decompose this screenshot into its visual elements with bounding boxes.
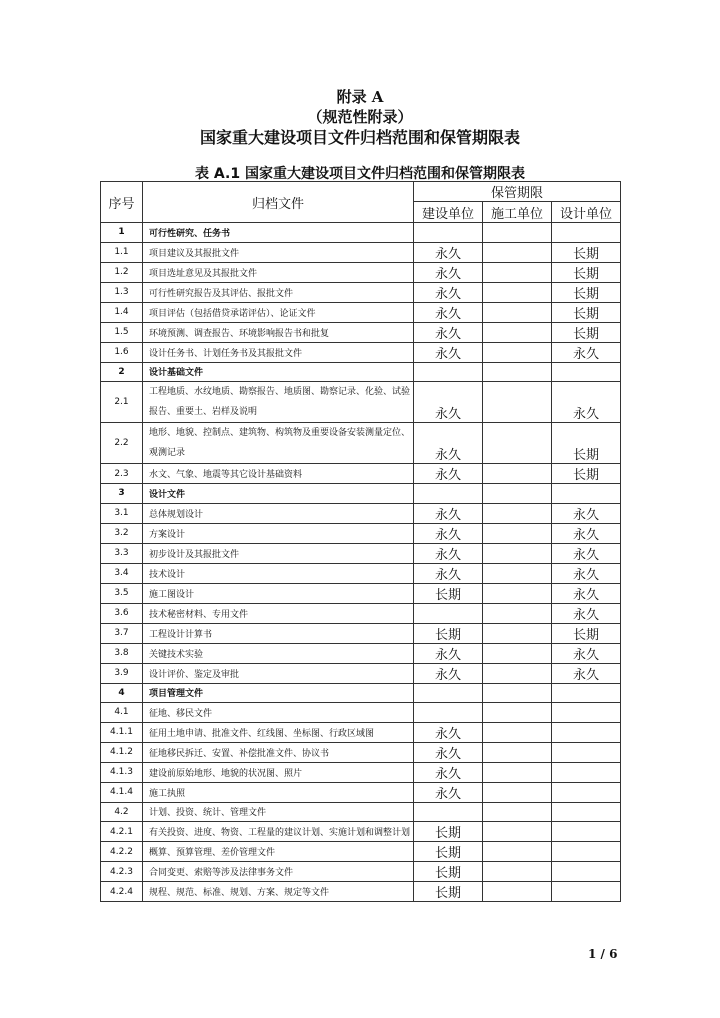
table-row (101, 603, 621, 623)
row-file-name: 关键技术实验 (143, 643, 414, 663)
row-contractor-retention (483, 464, 552, 484)
row-contractor-retention (483, 423, 552, 464)
row-number: 4.2.3 (101, 862, 143, 882)
row-file-name: 可行性研究报告及其评估、报批文件 (143, 282, 414, 302)
row-builder-retention: 永久 (414, 282, 483, 302)
row-contractor-retention (483, 223, 552, 243)
row-builder-retention: 永久 (414, 423, 483, 464)
row-contractor-retention (483, 603, 552, 623)
row-number: 4.2.1 (101, 822, 143, 842)
row-number: 3.3 (101, 543, 143, 563)
row-designer-retention (552, 762, 621, 782)
row-designer-retention (552, 683, 621, 703)
table-row (101, 862, 621, 882)
row-builder-retention: 永久 (414, 722, 483, 742)
row-builder-retention: 永久 (414, 742, 483, 762)
row-builder-retention (414, 484, 483, 504)
row-number: 3.5 (101, 583, 143, 603)
row-contractor-retention (483, 503, 552, 523)
row-number: 4.2.2 (101, 842, 143, 862)
table-row (101, 523, 621, 543)
row-designer-retention: 长期 (552, 464, 621, 484)
row-builder-retention: 永久 (414, 382, 483, 423)
table-row (101, 623, 621, 643)
row-contractor-retention (483, 722, 552, 742)
row-builder-retention: 永久 (414, 503, 483, 523)
table-row (101, 423, 621, 464)
row-contractor-retention (483, 842, 552, 862)
row-contractor-retention (483, 523, 552, 543)
row-designer-retention (552, 742, 621, 762)
table-row (101, 683, 621, 703)
appendix-title: 附录 A (336, 88, 384, 106)
row-contractor-retention (483, 282, 552, 302)
row-builder-retention: 永久 (414, 543, 483, 563)
row-designer-retention (552, 822, 621, 842)
row-builder-retention: 长期 (414, 623, 483, 643)
row-builder-retention: 永久 (414, 302, 483, 322)
header-file: 归档文件 (143, 182, 414, 223)
row-file-name: 设计基础文件 (143, 362, 414, 382)
row-number: 1.6 (101, 342, 143, 362)
row-builder-retention: 永久 (414, 782, 483, 802)
row-file-name: 项目管理文件 (143, 683, 414, 703)
row-builder-retention: 永久 (414, 643, 483, 663)
row-designer-retention: 长期 (552, 242, 621, 262)
row-number: 1.4 (101, 302, 143, 322)
row-number: 1.5 (101, 322, 143, 342)
row-designer-retention: 长期 (552, 282, 621, 302)
row-contractor-retention (483, 782, 552, 802)
row-builder-retention: 长期 (414, 882, 483, 902)
row-builder-retention (414, 362, 483, 382)
row-file-name: 概算、预算管理、差价管理文件 (143, 842, 414, 862)
table-row (101, 802, 621, 822)
header-builder: 建设单位 (414, 202, 483, 223)
row-designer-retention (552, 484, 621, 504)
row-designer-retention: 永久 (552, 643, 621, 663)
table-row (101, 223, 621, 243)
row-builder-retention (414, 223, 483, 243)
row-file-name: 项目选址意见及其报批文件 (143, 262, 414, 282)
row-file-name: 水文、气象、地震等其它设计基础资料 (143, 464, 414, 484)
row-designer-retention: 长期 (552, 302, 621, 322)
row-builder-retention: 永久 (414, 242, 483, 262)
table-row (101, 742, 621, 762)
table-row (101, 782, 621, 802)
row-file-name: 有关投资、进度、物资、工程量的建议计划、实施计划和调整计划 (143, 822, 414, 842)
row-file-name: 初步设计及其报批文件 (143, 543, 414, 563)
row-file-name: 征地移民拆迁、安置、补偿批准文件、协议书 (143, 742, 414, 762)
row-builder-retention (414, 802, 483, 822)
table-row (101, 464, 621, 484)
table-row (101, 503, 621, 523)
row-file-name: 设计评价、鉴定及审批 (143, 663, 414, 683)
row-contractor-retention (483, 762, 552, 782)
row-builder-retention: 永久 (414, 563, 483, 583)
row-contractor-retention (483, 802, 552, 822)
row-designer-retention (552, 703, 621, 723)
row-designer-retention: 长期 (552, 262, 621, 282)
row-file-name: 总体规划设计 (143, 503, 414, 523)
row-number: 4 (101, 683, 143, 703)
row-file-name: 合同变更、索赔等涉及法律事务文件 (143, 862, 414, 882)
row-designer-retention (552, 802, 621, 822)
row-file-name: 技术设计 (143, 563, 414, 583)
row-contractor-retention (483, 862, 552, 882)
row-builder-retention: 永久 (414, 322, 483, 342)
table-row (101, 382, 621, 423)
row-number: 2.2 (101, 423, 143, 464)
row-designer-retention: 永久 (552, 523, 621, 543)
table-row (101, 583, 621, 603)
row-number: 1.1 (101, 242, 143, 262)
row-file-name: 环境预测、调查报告、环境影响报告书和批复 (143, 322, 414, 342)
row-number: 4.1.4 (101, 782, 143, 802)
header-designer: 设计单位 (552, 202, 621, 223)
table-row (101, 262, 621, 282)
row-designer-retention (552, 722, 621, 742)
row-designer-retention: 永久 (552, 583, 621, 603)
row-builder-retention (414, 603, 483, 623)
row-file-name: 设计任务书、计划任务书及其报批文件 (143, 342, 414, 362)
table-row (101, 563, 621, 583)
row-designer-retention: 永久 (552, 382, 621, 423)
row-builder-retention: 永久 (414, 523, 483, 543)
row-number: 3 (101, 484, 143, 504)
row-contractor-retention (483, 484, 552, 504)
row-contractor-retention (483, 262, 552, 282)
row-number: 2 (101, 362, 143, 382)
table-row (101, 342, 621, 362)
table-row (101, 362, 621, 382)
table-row (101, 762, 621, 782)
row-contractor-retention (483, 703, 552, 723)
document-title: 国家重大建设项目文件归档范围和保管期限表 (199, 128, 520, 147)
row-designer-retention: 长期 (552, 623, 621, 643)
header-contractor: 施工单位 (483, 202, 552, 223)
row-contractor-retention (483, 822, 552, 842)
row-file-name: 征用土地申请、批准文件、红线图、坐标图、行政区域图 (143, 722, 414, 742)
table-body (101, 223, 621, 902)
row-file-name: 设计文件 (143, 484, 414, 504)
table-row (101, 722, 621, 742)
row-number: 4.1 (101, 703, 143, 723)
row-number: 3.9 (101, 663, 143, 683)
row-designer-retention: 永久 (552, 342, 621, 362)
row-builder-retention: 永久 (414, 762, 483, 782)
row-number: 4.1.2 (101, 742, 143, 762)
row-builder-retention (414, 683, 483, 703)
row-number: 1 (101, 223, 143, 243)
row-number: 4.1.3 (101, 762, 143, 782)
row-file-name: 建设前原始地形、地貌的状况图、照片 (143, 762, 414, 782)
row-designer-retention: 永久 (552, 563, 621, 583)
row-designer-retention (552, 223, 621, 243)
row-number: 3.1 (101, 503, 143, 523)
row-contractor-retention (483, 882, 552, 902)
row-file-name: 工程地质、水纹地质、勘察报告、地质图、勘察记录、化验、试验报告、重要土、岩样及说明 (143, 382, 414, 423)
row-file-name: 计划、投资、统计、管理文件 (143, 802, 414, 822)
appendix-subtitle: （规范性附录） (307, 108, 413, 126)
row-contractor-retention (483, 382, 552, 423)
row-designer-retention (552, 842, 621, 862)
row-builder-retention (414, 703, 483, 723)
row-contractor-retention (483, 242, 552, 262)
table-row (101, 842, 621, 862)
table-row (101, 822, 621, 842)
row-designer-retention (552, 882, 621, 902)
row-contractor-retention (483, 322, 552, 342)
row-designer-retention (552, 782, 621, 802)
row-number: 4.1.1 (101, 722, 143, 742)
row-file-name: 征地、移民文件 (143, 703, 414, 723)
row-number: 3.4 (101, 563, 143, 583)
row-file-name: 技术秘密材料、专用文件 (143, 603, 414, 623)
row-contractor-retention (483, 683, 552, 703)
row-number: 3.8 (101, 643, 143, 663)
row-designer-retention: 长期 (552, 322, 621, 342)
row-file-name: 工程设计计算书 (143, 623, 414, 643)
row-file-name: 可行性研究、任务书 (143, 223, 414, 243)
table-row (101, 322, 621, 342)
row-number: 3.6 (101, 603, 143, 623)
row-builder-retention: 永久 (414, 262, 483, 282)
row-number: 1.2 (101, 262, 143, 282)
row-builder-retention: 长期 (414, 822, 483, 842)
header-seq: 序号 (101, 182, 143, 223)
row-builder-retention: 长期 (414, 842, 483, 862)
row-number: 2.1 (101, 382, 143, 423)
table-row (101, 703, 621, 723)
row-builder-retention: 永久 (414, 464, 483, 484)
table-row (101, 663, 621, 683)
row-builder-retention: 永久 (414, 663, 483, 683)
row-designer-retention (552, 362, 621, 382)
row-contractor-retention (483, 742, 552, 762)
row-file-name: 规程、规范、标准、规划、方案、规定等文件 (143, 882, 414, 902)
row-number: 4.2 (101, 802, 143, 822)
table-row (101, 242, 621, 262)
row-number: 2.3 (101, 464, 143, 484)
row-file-name: 项目建议及其报批文件 (143, 242, 414, 262)
row-file-name: 地形、地貌、控制点、建筑物、构筑物及重要设备安装测量定位、观测记录 (143, 423, 414, 464)
row-number: 3.7 (101, 623, 143, 643)
row-contractor-retention (483, 543, 552, 563)
page-number: 1 / 6 (588, 947, 618, 961)
row-contractor-retention (483, 342, 552, 362)
row-number: 3.2 (101, 523, 143, 543)
row-file-name: 施工执照 (143, 782, 414, 802)
table-row (101, 882, 621, 902)
table-row (101, 484, 621, 504)
row-designer-retention: 永久 (552, 603, 621, 623)
row-builder-retention: 长期 (414, 583, 483, 603)
row-builder-retention: 永久 (414, 342, 483, 362)
row-contractor-retention (483, 563, 552, 583)
row-designer-retention (552, 862, 621, 882)
row-designer-retention: 永久 (552, 663, 621, 683)
table-row (101, 302, 621, 322)
row-designer-retention: 长期 (552, 423, 621, 464)
row-contractor-retention (483, 643, 552, 663)
row-designer-retention: 永久 (552, 503, 621, 523)
row-contractor-retention (483, 623, 552, 643)
row-contractor-retention (483, 583, 552, 603)
row-contractor-retention (483, 663, 552, 683)
row-contractor-retention (483, 362, 552, 382)
row-file-name: 项目评估（包括借贷承诺评估）、论证文件 (143, 302, 414, 322)
table-row (101, 643, 621, 663)
retention-table (100, 181, 621, 902)
row-designer-retention: 永久 (552, 543, 621, 563)
table-caption: 表 A.1 国家重大建设项目文件归档范围和保管期限表 (195, 166, 525, 182)
row-file-name: 施工图设计 (143, 583, 414, 603)
row-number: 1.3 (101, 282, 143, 302)
table-row (101, 543, 621, 563)
header-retention: 保管期限 (414, 182, 621, 202)
row-contractor-retention (483, 302, 552, 322)
table-row (101, 282, 621, 302)
row-builder-retention: 长期 (414, 862, 483, 882)
row-file-name: 方案设计 (143, 523, 414, 543)
row-number: 4.2.4 (101, 882, 143, 902)
